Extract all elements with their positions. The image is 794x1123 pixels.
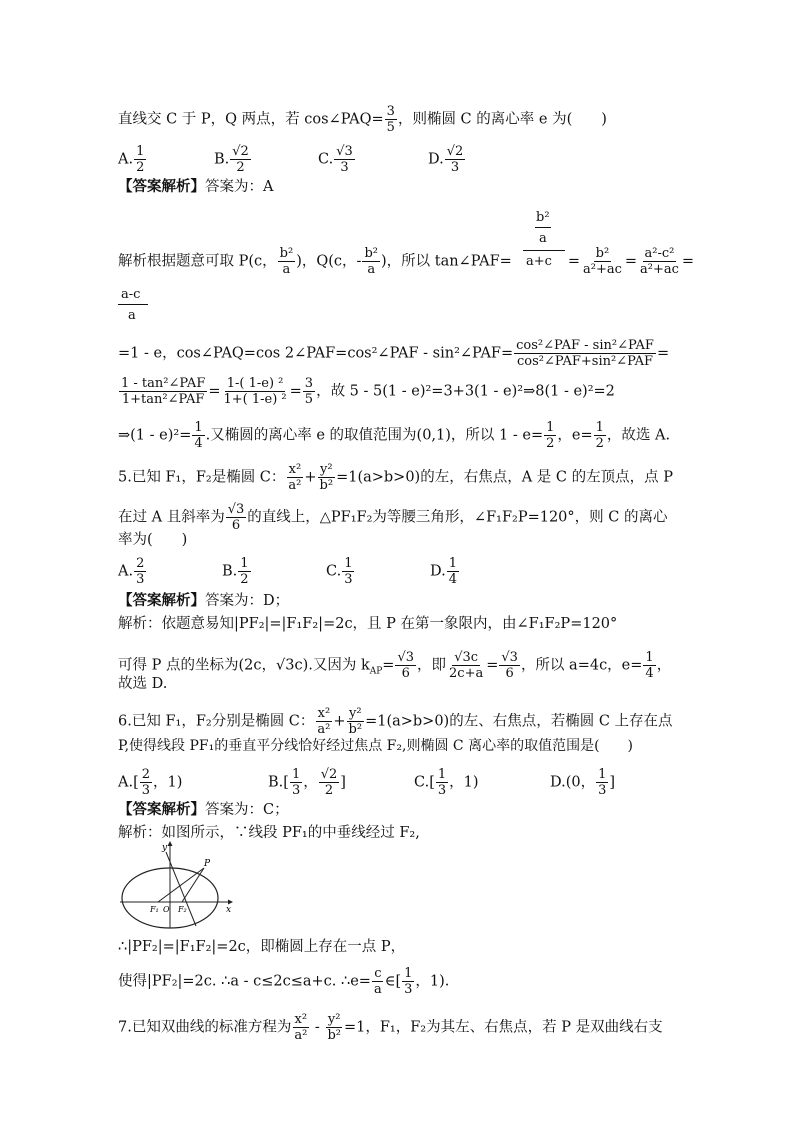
q5-option-c: C. $\frac{1}{3}$ <box>326 556 353 587</box>
fraction: $\frac{\text{b²}}{\text{a²+ac}}$ <box>582 246 622 277</box>
fraction: $\frac{\text{b²}}{a}$ <box>364 246 378 277</box>
q4-explain-line1: 解析根据题意可取 P(c， $\frac{\text{b²}}{a}$ )，Q(c，- $\frac{\text{b²}}{a}$ )，所以 tan∠PAF= = $\frac{\text{b²}}{\text{a²+ac}}$ = $\frac{\text{a²-c²}}{\text{a²+ac}}$ = <box>118 246 695 277</box>
q5-answer: 【答案解析】答案为：D； <box>118 592 290 609</box>
fraction: $\frac{√2}{2}$ <box>320 767 338 798</box>
q4-explain-line4: $\frac{\text{1 - tan²∠PAF}}{\text{1+tan²∠PAF}}$ = $\frac{\text{1-( 1-e) ²}}{\text{1+( 1-e) ²}}$ = $\frac{3}{5}$ ，故 5 - 5(1 - e)²=3+3(1 - e)²⇒8(1 - e)²=2 <box>121 376 615 407</box>
fraction: $\frac{√3c}{2c+a}$ <box>449 650 484 681</box>
fraction: $\frac{1}{3}$ <box>437 767 447 798</box>
fraction: $\frac{√3}{6}$ <box>227 502 245 533</box>
q6-options <box>118 767 615 798</box>
q6-option-b: B.[ $\frac{1}{3}$ ， $\frac{√2}{2}$ ] <box>268 767 346 798</box>
segment-pf2 <box>182 868 204 902</box>
label-f1: F₁ <box>150 905 159 914</box>
q5-explain-line3: 故选 D. <box>118 676 168 692</box>
y-axis-arrow <box>168 841 173 846</box>
q5-stem-line1: 5.已知 F₁，F₂是椭圆 C： $\frac{\text{x²}}{\text{a²}}$ + $\frac{\text{y²}}{\text{b²}}$ =1(a>b>0)的左，右焦点，A 是 C 的左顶点，点 P <box>118 462 673 493</box>
segment-pf1 <box>158 868 204 902</box>
fraction: $\frac{2}{3}$ <box>141 767 151 798</box>
fraction: $\frac{1}{3}$ <box>344 556 353 587</box>
q4-explain-line5: ⇒(1 - e)²= $\frac{1}{4}$ .又椭圆的离心率 e 的取值范围为(0,1)，所以 1 - e= $\frac{1}{2}$ ，e= $\frac{1}{2}$ ，故选 A. <box>118 420 671 451</box>
fraction: $\frac{√2}{2}$ <box>232 144 249 175</box>
fraction: $\frac{\text{y²}}{\text{b²}}$ <box>348 706 363 737</box>
label-o: O <box>163 905 170 914</box>
fraction: $\frac{√2}{3}$ <box>446 144 464 175</box>
fraction: $\frac{\text{cos²∠PAF - sin²∠PAF}}{\text{cos²∠PAF+sin²∠PAF}}$ <box>516 338 654 369</box>
fraction: $\frac{\text{a²-c²}}{\text{a²+ac}}$ <box>640 246 679 277</box>
fraction: $\frac{2}{3}$ <box>136 556 145 587</box>
fraction: $\frac{1}{2}$ <box>136 144 145 175</box>
q4-option-a: A. $\frac{1}{2}$ <box>118 144 145 175</box>
q6-explain-line3: 使得|PF₂|=2c. ∴a - c≤2c≤a+c. ∴e= $\frac{c}{a}$ ∈[ $\frac{1}{3}$ ，1). <box>118 966 450 997</box>
fraction: $\frac{1}{3}$ <box>404 966 413 997</box>
q7-stem-line1: 7.已知双曲线的标准方程为 $\frac{\text{x²}}{\text{a²}}$ - $\frac{\text{y²}}{\text{b²}}$ =1，F₁，F₂为其左、右焦点，若 P 是双曲线右支 <box>118 1012 663 1043</box>
label-p: P <box>204 859 211 869</box>
ellipse-figure <box>118 840 238 930</box>
q6-explain-line1: 解析：如图所示，∵线段 PF₁的中垂线经过 F₂, <box>118 825 420 841</box>
fraction-bar <box>535 227 551 228</box>
fraction: $\frac{1}{2}$ <box>595 420 604 451</box>
fraction: $\frac{\text{x²}}{\text{a²}}$ <box>288 462 302 493</box>
q4-explain-line2-den: a <box>128 308 136 323</box>
nested-fraction-mid: a <box>539 231 547 246</box>
q4-answer: 【答案解析】答案为：A <box>118 178 274 195</box>
fraction: $\frac{1}{2}$ <box>240 556 249 587</box>
nested-fraction-bottom: a+c <box>526 254 552 269</box>
q5-option-d: D. $\frac{1}{4}$ <box>430 556 457 587</box>
q6-stem-line1: 6.已知 F₁，F₂分别是椭圆 C： $\frac{\text{x²}}{\text{a²}}$ + $\frac{\text{y²}}{\text{b²}}$ =1(a>b>0)的左、右焦点，若椭圆 C 上存在点 <box>118 706 673 737</box>
fraction: $\frac{3}{5}$ <box>386 104 395 135</box>
fraction: $\frac{\text{b²}}{a}$ <box>279 246 294 277</box>
label-y: y <box>162 843 168 853</box>
q5-explain-line1: 解析：依题意易知|PF₂|=|F₁F₂|=2c，且 P 在第一象限内，由∠F₁F₂P=120° <box>118 616 618 632</box>
q6-option-a: A.[ $\frac{2}{3}$ ，1) <box>118 767 183 798</box>
q6-answer: 【答案解析】答案为：C； <box>118 801 289 818</box>
fraction: $\frac{\text{1-( 1-e) ²}}{\text{1+( 1-e) ²}}$ <box>223 376 287 407</box>
q6-option-c: C.[ $\frac{1}{3}$ ，1) <box>414 767 479 798</box>
fraction: $\frac{\text{x²}}{\text{a²}}$ <box>317 706 331 737</box>
q4-option-c: C. $\frac{√3}{3}$ <box>318 144 353 175</box>
q4-option-b: B. $\frac{√2}{2}$ <box>214 144 249 175</box>
q4-stem: 直线交 C 于 P，Q 两点，若 cos∠PAQ= $\frac{3}{5}$ ，则椭圆 C 的离心率 e 为( ) <box>118 104 607 135</box>
fraction: $\frac{c}{a}$ <box>373 966 382 997</box>
label-f2: F₂ <box>178 905 187 914</box>
fraction: $\frac{1}{3}$ <box>291 767 301 798</box>
fraction: $\frac{√3}{3}$ <box>336 144 353 175</box>
q5-option-b: B. $\frac{1}{2}$ <box>222 556 249 587</box>
fraction: $\frac{1}{4}$ <box>448 556 457 587</box>
q5-explain-line2: 可得 P 点的坐标为(2c，√3c).又因为 $k_{AP}=$ $\frac{√3}{6}$ ，即 $\frac{√3c}{2c+a}$ = $\frac{√3}{6}$ ，所以 a=4c，e= $\frac{1}{4}$ ， <box>118 650 672 681</box>
fraction: $\frac{\text{1 - tan²∠PAF}}{\text{1+tan²∠PAF}}$ <box>121 376 206 407</box>
fraction: $\frac{√3}{6}$ <box>501 650 518 681</box>
fraction: $\frac{\text{y²}}{\text{b²}}$ <box>327 1012 341 1043</box>
fraction: $\frac{1}{4}$ <box>194 420 203 451</box>
fraction: $\frac{\text{y²}}{\text{b²}}$ <box>319 462 334 493</box>
fraction: $\frac{√3}{6}$ <box>397 650 415 681</box>
fraction-bar <box>523 250 565 251</box>
q5-stem-line3: 率为( ) <box>118 532 188 548</box>
fraction: $\frac{3}{5}$ <box>304 376 314 407</box>
q5-options <box>118 556 460 587</box>
fraction: $\frac{1}{3}$ <box>598 767 607 798</box>
nested-fraction-top: b² <box>536 210 550 225</box>
fraction: $\frac{1}{4}$ <box>645 650 654 681</box>
q4-explain-line2-num: a-c <box>121 287 141 302</box>
q6-stem-line2: P,使得线段 PF₁的垂直平分线恰好经过焦点 F₂,则椭圆 C 离心率的取值范围是( ) <box>118 738 633 754</box>
q4-explain-line3: =1 - e，cos∠PAQ=cos 2∠PAF=cos²∠PAF - sin²∠PAF= $\frac{\text{cos²∠PAF - sin²∠PAF}}{\text{cos²∠PAF+sin²∠PAF}}$ = <box>118 338 670 369</box>
fraction: $\frac{1}{2}$ <box>546 420 555 451</box>
label-x: x <box>226 905 232 915</box>
q6-explain-line2: ∴|PF₂|=|F₁F₂|=2c，即椭圆上存在一点 P， <box>118 939 406 955</box>
q5-stem-line2: 在过 A 且斜率为 $\frac{√3}{6}$ 的直线上，△PF₁F₂为等腰三角形，∠F₁F₂P=120°，则 C 的离心 <box>118 502 668 533</box>
q4-options <box>118 144 466 175</box>
q4-option-d: D. $\frac{√2}{3}$ <box>428 144 464 175</box>
fraction: $\frac{\text{x²}}{\text{a²}}$ <box>294 1012 308 1043</box>
q5-option-a: A. $\frac{2}{3}$ <box>118 556 145 587</box>
fraction-bar <box>118 304 148 305</box>
q6-option-d: D.(0， $\frac{1}{3}$ ] <box>550 767 616 798</box>
x-axis-arrow <box>228 900 233 905</box>
